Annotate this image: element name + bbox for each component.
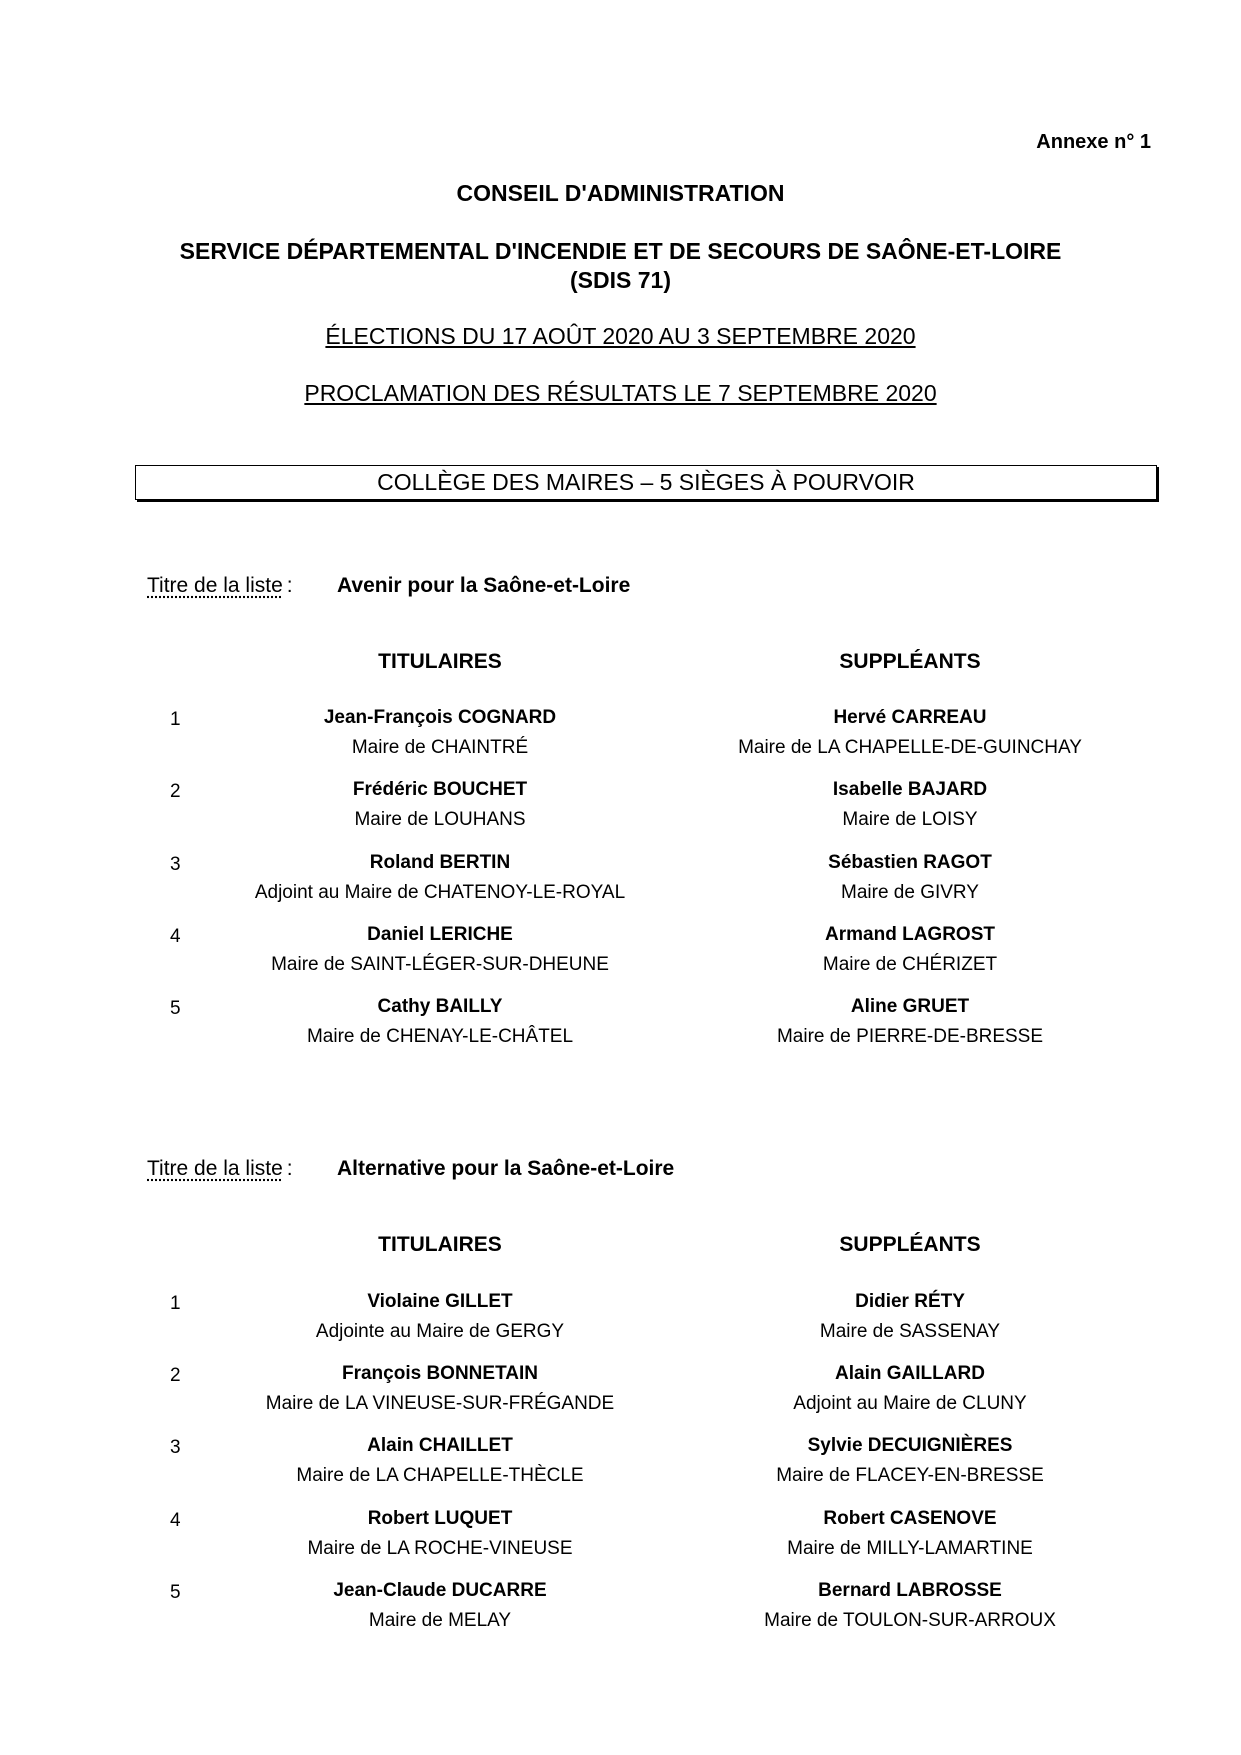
list-title-row — [147, 574, 631, 598]
list-title-label: Titre de la liste — [147, 1157, 283, 1180]
titulaire-cell — [210, 775, 670, 835]
column-header-suppleants: SUPPLÉANTS — [839, 650, 981, 673]
row-number: 1 — [170, 1293, 181, 1314]
titulaire-cell — [210, 848, 670, 908]
row-number: 5 — [170, 1582, 181, 1603]
suppleant-role: Maire de SASSENAY — [819, 1321, 1001, 1342]
row-number: 2 — [170, 1365, 181, 1386]
suppleant-cell — [680, 1576, 1140, 1636]
suppleant-cell — [680, 1504, 1140, 1564]
annexe-label: Annexe n° 1 — [1036, 131, 1151, 153]
row-number: 3 — [170, 1437, 181, 1458]
list-title-row — [147, 1157, 675, 1181]
titulaire-cell — [210, 920, 670, 980]
column-header-suppleants: SUPPLÉANTS — [839, 1233, 981, 1256]
list-title-colon: : — [286, 1157, 293, 1180]
titulaire-role: Maire de CHENAY-LE-CHÂTEL — [306, 1026, 574, 1047]
column-header-titulaires: TITULAIRES — [378, 650, 502, 673]
titulaire-role: Maire de SAINT-LÉGER-SUR-DHEUNE — [271, 954, 609, 975]
suppleant-name: Alain GAILLARD — [835, 1363, 985, 1384]
titulaire-name: Daniel LERICHE — [367, 924, 513, 945]
titulaire-name: Robert LUQUET — [367, 1508, 513, 1529]
suppleant-role: Maire de MILLY-LAMARTINE — [787, 1538, 1033, 1559]
service-title-line1: SERVICE DÉPARTEMENTAL D'INCENDIE ET DE SECOURS DE SAÔNE-ET-LOIRE — [179, 238, 1062, 264]
titulaire-name: François BONNETAIN — [341, 1363, 538, 1384]
suppleant-cell — [680, 703, 1140, 763]
titulaire-cell — [210, 1576, 670, 1636]
suppleant-role: Maire de TOULON-SUR-ARROUX — [764, 1610, 1056, 1631]
titulaire-role: Adjoint au Maire de CHATENOY-LE-ROYAL — [254, 882, 626, 903]
suppleant-cell — [680, 1287, 1140, 1347]
service-title-line2: (SDIS 71) — [570, 267, 671, 293]
suppleant-role: Maire de PIERRE-DE-BRESSE — [776, 1026, 1044, 1047]
row-number: 4 — [170, 1510, 181, 1531]
suppleant-cell — [680, 848, 1140, 908]
suppleant-role: Maire de CHÉRIZET — [822, 954, 998, 975]
titulaire-cell — [210, 1431, 670, 1491]
titulaire-name: Jean-Claude DUCARRE — [333, 1580, 547, 1601]
college-banner: COLLÈGE DES MAIRES – 5 SIÈGES À POURVOIR — [135, 465, 1157, 500]
titulaire-name: Roland BERTIN — [369, 852, 511, 873]
titulaire-name: Jean-François COGNARD — [323, 707, 557, 728]
suppleant-cell — [680, 920, 1140, 980]
titulaire-cell — [210, 1504, 670, 1564]
suppleant-name: Sébastien RAGOT — [828, 852, 992, 873]
suppleant-cell — [680, 1431, 1140, 1491]
suppleant-name: Didier RÉTY — [855, 1291, 965, 1312]
titulaire-role: Adjointe au Maire de GERGY — [315, 1321, 565, 1342]
suppleant-cell — [680, 992, 1140, 1052]
suppleant-role: Adjoint au Maire de CLUNY — [793, 1393, 1027, 1414]
service-title — [0, 237, 1241, 295]
titulaire-role: Maire de LA VINEUSE-SUR-FRÉGANDE — [265, 1393, 615, 1414]
row-number: 1 — [170, 709, 181, 730]
suppleant-role: Maire de LOISY — [842, 809, 978, 830]
list-title-colon: : — [286, 574, 293, 597]
titulaire-role: Maire de CHAINTRÉ — [351, 737, 529, 758]
titulaire-name: Violaine GILLET — [367, 1291, 513, 1312]
suppleant-role: Maire de LA CHAPELLE-DE-GUINCHAY — [738, 737, 1082, 758]
row-number: 3 — [170, 854, 181, 875]
list-title-value: Avenir pour la Saône-et-Loire — [337, 574, 631, 597]
suppleant-name: Hervé CARREAU — [833, 707, 987, 728]
suppleant-name: Isabelle BAJARD — [832, 779, 988, 800]
row-number: 2 — [170, 781, 181, 802]
suppleant-cell — [680, 1359, 1140, 1419]
titulaire-cell — [210, 1287, 670, 1347]
suppleant-name: Armand LAGROST — [825, 924, 995, 945]
titulaire-cell — [210, 1359, 670, 1419]
titulaire-role: Maire de MELAY — [368, 1610, 512, 1631]
elections-dates: ÉLECTIONS DU 17 AOÛT 2020 AU 3 SEPTEMBRE 2020 — [325, 323, 916, 349]
suppleant-cell — [680, 775, 1140, 835]
suppleant-name: Aline GRUET — [850, 996, 970, 1017]
page-title: CONSEIL D'ADMINISTRATION — [456, 180, 785, 206]
suppleant-name: Bernard LABROSSE — [818, 1580, 1002, 1601]
titulaire-role: Maire de LA ROCHE-VINEUSE — [307, 1538, 573, 1559]
row-number: 5 — [170, 998, 181, 1019]
row-number: 4 — [170, 926, 181, 947]
titulaire-role: Maire de LOUHANS — [354, 809, 526, 830]
suppleant-name: Sylvie DECUIGNIÈRES — [807, 1435, 1013, 1456]
column-header-titulaires: TITULAIRES — [378, 1233, 502, 1256]
titulaire-name: Alain CHAILLET — [367, 1435, 513, 1456]
suppleant-role: Maire de FLACEY-EN-BRESSE — [776, 1465, 1044, 1486]
list-title-label: Titre de la liste — [147, 574, 283, 597]
suppleant-role: Maire de GIVRY — [841, 882, 979, 903]
proclamation-date: PROCLAMATION DES RÉSULTATS LE 7 SEPTEMBRE 2020 — [304, 380, 937, 406]
titulaire-role: Maire de LA CHAPELLE-THÈCLE — [296, 1465, 584, 1486]
list-title-value: Alternative pour la Saône-et-Loire — [337, 1157, 675, 1180]
suppleant-name: Robert CASENOVE — [823, 1508, 997, 1529]
titulaire-cell — [210, 992, 670, 1052]
titulaire-name: Frédéric BOUCHET — [352, 779, 528, 800]
titulaire-cell — [210, 703, 670, 763]
titulaire-name: Cathy BAILLY — [377, 996, 503, 1017]
